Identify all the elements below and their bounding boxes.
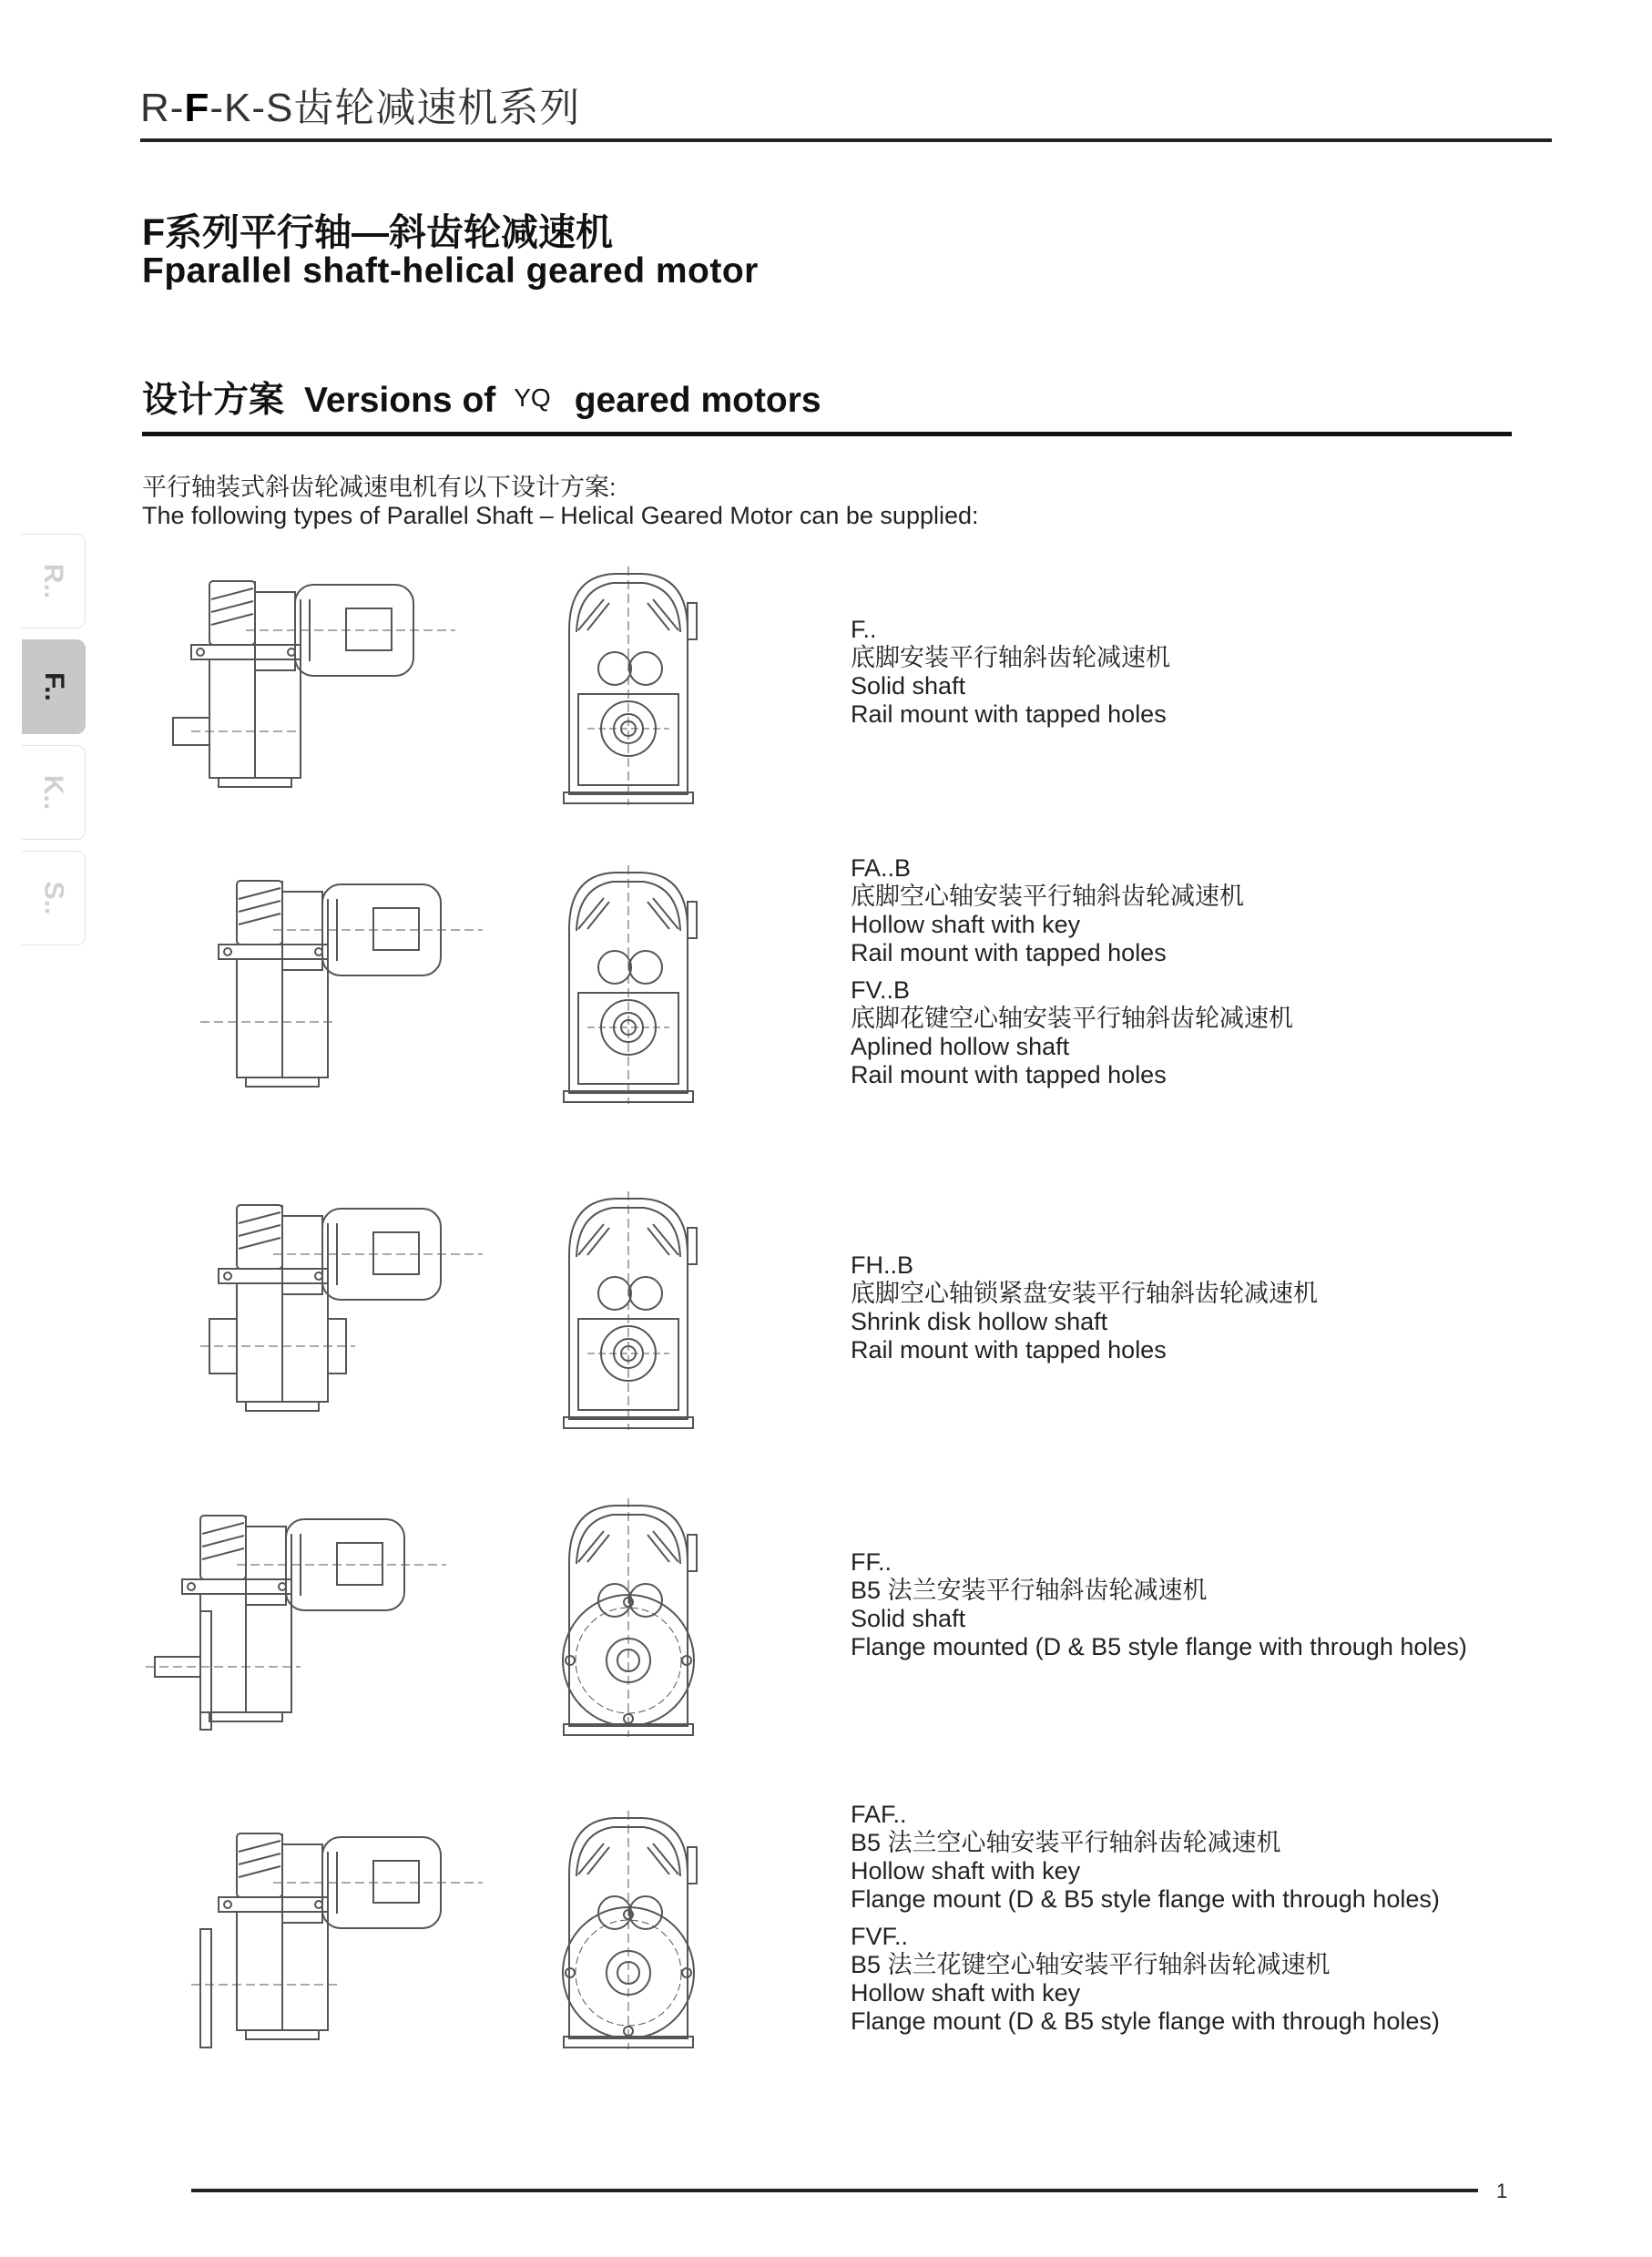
intro [142,474,979,530]
version-mount: Rail mount with tapped holes [851,1061,1167,1088]
section-heading [142,372,821,423]
version-desc-cn: 底脚空心轴安装平行轴斜齿轮减速机 [851,883,1244,910]
version-code: FF.. [851,1548,892,1576]
version-desc-cn: 底脚空心轴锁紧盘安装平行轴斜齿轮减速机 [851,1280,1318,1307]
tab-s-label: S.. [38,881,69,915]
section-heading-en-prefix: Versions of [304,381,496,420]
version-mount: Rail mount with tapped holes [851,1336,1167,1363]
tab-s[interactable] [22,851,86,945]
drawing-faf-front [551,1811,715,2057]
version-ff-text [851,1548,1467,1661]
tab-k[interactable] [22,745,86,840]
version-mount: Rail mount with tapped holes [851,700,1167,728]
version-shaft: Hollow shaft with key [851,1857,1081,1884]
version-fa-text [851,854,1293,1089]
version-mount: Flange mount (D & B5 style flange with through holes) [851,2007,1440,2035]
version-shaft: Shrink disk hollow shaft [851,1308,1108,1335]
brand-mark: YQ [514,383,551,412]
version-code: F.. [851,616,877,643]
section-heading-cn: 设计方案 [142,381,285,420]
series-prefix: R- [140,86,185,130]
version-fh-text [851,1251,1318,1364]
version-desc-cn: 底脚安装平行轴斜齿轮减速机 [851,644,1170,671]
drawing-fh-side [182,1196,483,1424]
version-desc-cn: B5 法兰安装平行轴斜齿轮减速机 [851,1577,1208,1604]
drawing-fa-front [551,865,715,1111]
tab-f[interactable] [22,639,86,734]
page-number: 1 [1496,2180,1508,2202]
drawing-faf-side [182,1824,483,2052]
intro-en: The following types of Parallel Shaft – Helical Geared Motor can be supplied: [142,502,979,529]
version-desc-cn: B5 法兰花键空心轴安装平行轴斜齿轮减速机 [851,1951,1331,1978]
version-faf-text [851,1801,1440,2036]
section-heading-en-suffix: geared motors [574,381,821,420]
version-code: FH..B [851,1251,914,1279]
version-code: FV..B [851,976,911,1004]
version-code: FA..B [851,854,912,882]
intro-cn: 平行轴装式斜齿轮减速电机有以下设计方案: [142,474,617,501]
tab-k-label: K.. [38,774,69,811]
version-f-text [851,616,1170,729]
section-rule [142,432,1512,436]
drawing-fa-side [182,872,483,1099]
page-title-cn: F系列平行轴—斜齿轮减速机 [142,211,614,253]
drawing-ff-side [146,1506,492,1734]
drawing-fh-front [551,1191,715,1437]
tab-f-label: F.. [38,672,69,701]
version-shaft: Solid shaft [851,672,966,700]
page-title-en: Fparallel shaft-helical geared motor [142,251,759,291]
version-code: FVF.. [851,1923,909,1950]
version-code: FAF.. [851,1801,907,1828]
version-mount: Flange mount (D & B5 style flange with through holes) [851,1885,1440,1913]
version-shaft: Hollow shaft with key [851,1979,1081,2007]
series-tabs [22,534,87,956]
version-shaft: Hollow shaft with key [851,911,1081,938]
tab-r-label: R.. [38,563,69,599]
tab-r[interactable] [22,534,86,628]
drawing-f-front [551,567,715,812]
drawing-ff-front [551,1498,715,1744]
version-desc-cn: 底脚花键空心轴安装平行轴斜齿轮减速机 [851,1005,1293,1032]
version-shaft: Aplined hollow shaft [851,1033,1070,1060]
version-mount: Rail mount with tapped holes [851,939,1167,966]
drawing-f-side [155,572,483,800]
version-mount: Flange mounted (D & B5 style flange with through holes) [851,1633,1467,1660]
series-suffix: -K-S齿轮减速机系列 [209,86,581,130]
footer-rule [191,2189,1478,2192]
header-rule [140,138,1552,142]
series-bold: F [184,86,210,130]
version-desc-cn: B5 法兰空心轴安装平行轴斜齿轮减速机 [851,1829,1281,1856]
version-shaft: Solid shaft [851,1605,966,1632]
series-title [140,75,580,133]
